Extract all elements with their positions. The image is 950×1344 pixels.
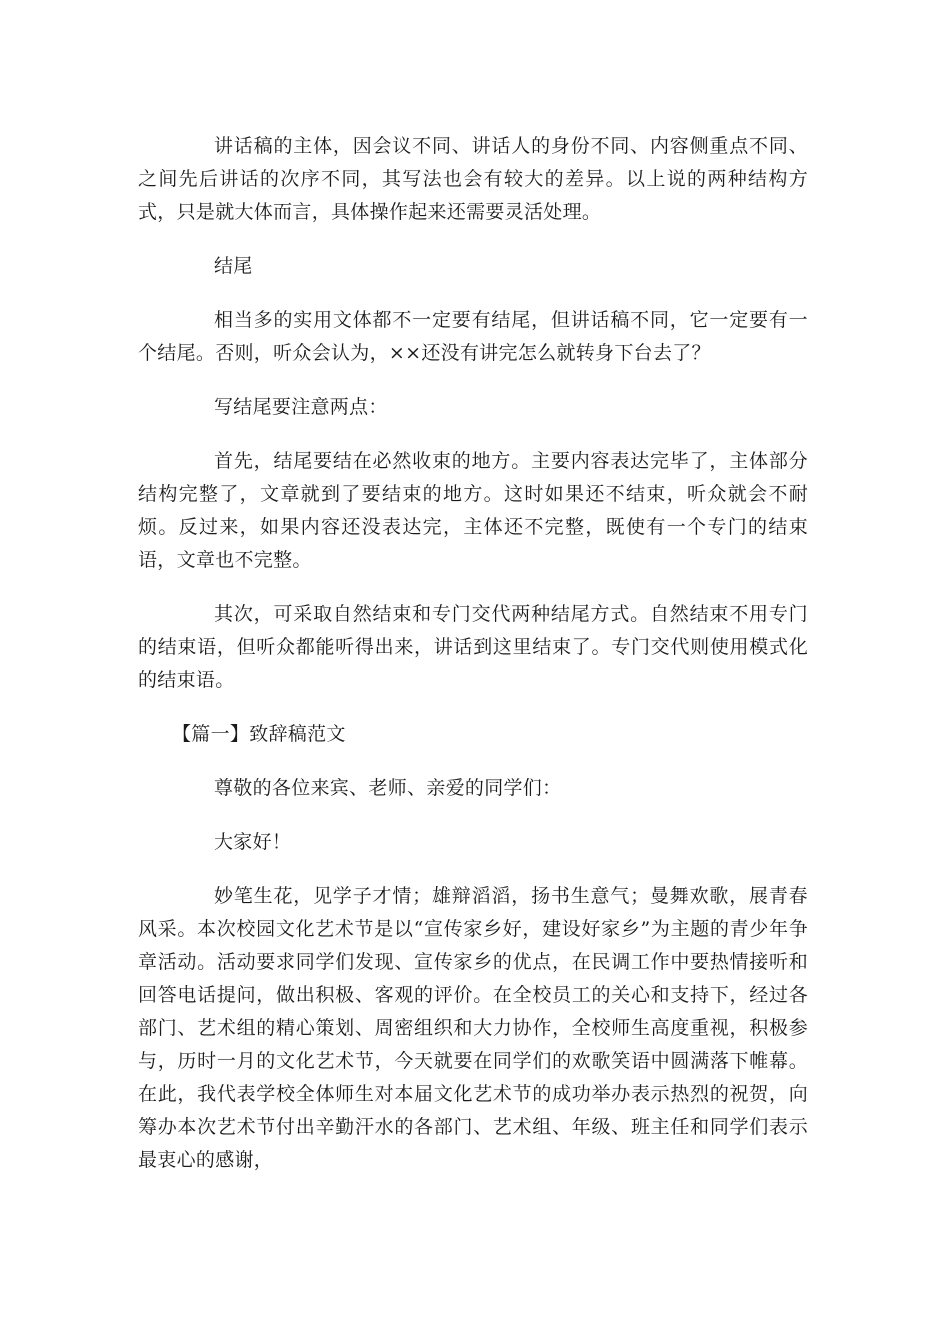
paragraph-body-structure: 讲话稿的主体，因会议不同、讲话人的身份不同、内容侧重点不同、之间先后讲话的次序不同，其写法也会有较大的差异。以上说的两种结构方式，只是就大体而言，具体操作起来还需要灵活处理。 bbox=[138, 135, 808, 223]
paragraph-ending-necessity: 相当多的实用文体都不一定要有结尾，但讲话稿不同，它一定要有一个结尾。否则，听众会认为，××还没有讲完怎么就转身下台去了？ bbox=[138, 309, 808, 364]
paragraph-ending-two-points: 写结尾要注意两点： bbox=[214, 396, 388, 418]
paragraph-speech-body: 妙笔生花，见学子才情；雄辩滔滔，扬书生意气；曼舞欢歌，展青春风采。本次校园文化艺术节是以“宣传家乡好，建设好家乡”为主题的青少年争章活动。活动要求同学们发现、宣传家乡的优点，在民调工作中要热情接听和回答电话提问，做出积极、客观的评价。在全校员工的关心和支持下，经过各部门、艺术组的精心策划、周密组织和大力协作，全校师生高度重视，积极参与，历时一月的文化艺术节，今天就要在同学们的欢歌笑语中圆满落下帷幕。在此，我代表学校全体师生对本届文化艺术节的成功举办表示热烈的祝贺，向筹办本次艺术节付出辛勤汗水的各部门、艺术组、年级、班主任和同学们表示最衷心的感谢， bbox=[138, 885, 808, 1171]
document-page bbox=[138, 130, 808, 1198]
section-heading: 【篇一】致辞稿范文 bbox=[172, 723, 346, 745]
paragraph-second-point: 其次，可采取自然结束和专门交代两种结尾方式。自然结束不用专门的结束语，但听众都能听得出来，讲话到这里结束了。专门交代则使用模式化的结束语。 bbox=[138, 603, 808, 691]
paragraph-ending-heading: 结尾 bbox=[214, 255, 253, 277]
paragraph-greeting: 大家好！ bbox=[214, 831, 292, 853]
paragraph-first-point: 首先，结尾要结在必然收束的地方。主要内容表达完毕了，主体部分结构完整了，文章就到了要结束的地方。这时如果还不结束，听众就会不耐烦。反过来，如果内容还没表达完，主体还不完整，既使有一个专门的结束语，文章也不完整。 bbox=[138, 450, 808, 571]
paragraph-salutation: 尊敬的各位来宾、老师、亲爱的同学们： bbox=[214, 777, 562, 799]
